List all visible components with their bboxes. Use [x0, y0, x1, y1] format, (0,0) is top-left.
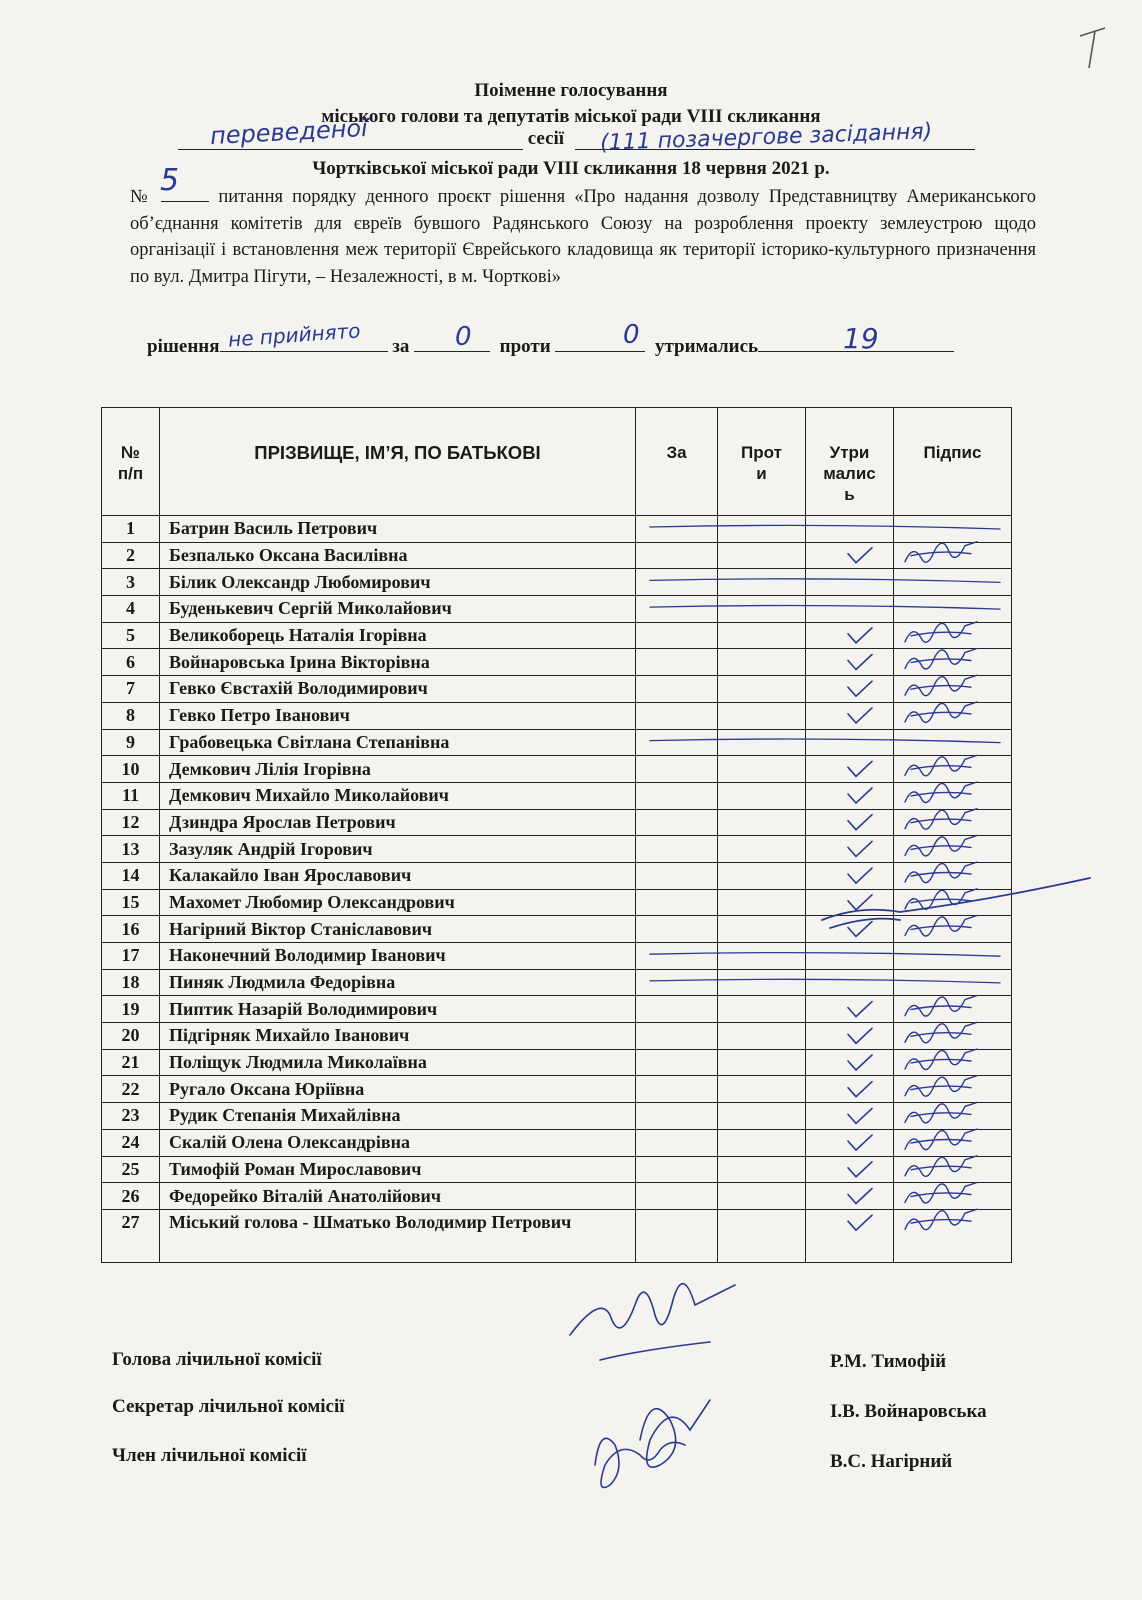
- row-number: 14: [102, 862, 160, 889]
- row-for-cell: [636, 1049, 718, 1076]
- table-row: [102, 596, 1012, 623]
- row-abstained-cell: [806, 1209, 894, 1262]
- table-row: [102, 1183, 1012, 1210]
- table-row: [102, 729, 1012, 756]
- row-number: 22: [102, 1076, 160, 1103]
- row-abstained-cell: [806, 862, 894, 889]
- row-for-cell: [636, 1156, 718, 1183]
- row-signature-cell: [894, 862, 1012, 889]
- row-abstained-cell: [806, 729, 894, 756]
- row-abstained-cell: [806, 1183, 894, 1210]
- row-against-cell: [718, 1129, 806, 1156]
- session-label: сесії: [527, 128, 565, 149]
- row-number: 12: [102, 809, 160, 836]
- table-row: [102, 1076, 1012, 1103]
- row-name: Буденькевич Сергій Миколайович: [160, 596, 636, 623]
- row-for-cell: [636, 809, 718, 836]
- row-for-cell: [636, 1183, 718, 1210]
- row-for-cell: [636, 1023, 718, 1050]
- table-row: [102, 1103, 1012, 1130]
- row-number: 17: [102, 943, 160, 970]
- row-signature-cell: [894, 809, 1012, 836]
- row-name: Безпалько Оксана Василівна: [160, 542, 636, 569]
- table-row: [102, 1209, 1012, 1262]
- row-signature-cell: [894, 1023, 1012, 1050]
- col-header-against: Прот и: [718, 408, 806, 516]
- row-name: Войнаровська Ірина Вікторівна: [160, 649, 636, 676]
- row-for-cell: [636, 756, 718, 783]
- row-for-cell: [636, 889, 718, 916]
- row-against-cell: [718, 729, 806, 756]
- row-signature-cell: [894, 1156, 1012, 1183]
- row-abstained-cell: [806, 1023, 894, 1050]
- question-text: питання порядку денного проєкт рішення «Про надання дозволу Представництву Американського об’єднання комітетів для євреїв бувшого Радянського Союзу на розроблення проекту землеустрою щодо організації і встановлення меж території Єврейського кладовища як території історико-культурного призначення по вул. Дмитра Пігути, – Незалежності, в м. Чорткові»: [130, 187, 1037, 287]
- row-name: Ругало Оксана Юріївна: [160, 1076, 636, 1103]
- row-number: 2: [102, 542, 160, 569]
- row-for-cell: [636, 676, 718, 703]
- row-number: 25: [102, 1156, 160, 1183]
- question-number-label: №: [130, 187, 153, 207]
- table-row: [102, 1049, 1012, 1076]
- table-row: [102, 516, 1012, 543]
- row-abstained-cell: [806, 756, 894, 783]
- row-name: Пиняк Людмила Федорівна: [160, 969, 636, 996]
- row-number: 18: [102, 969, 160, 996]
- row-name: Гевко Петро Іванович: [160, 702, 636, 729]
- row-name: Пиптик Назарій Володимирович: [160, 996, 636, 1023]
- row-against-cell: [718, 569, 806, 596]
- row-for-cell: [636, 702, 718, 729]
- col-header-num: № п/п: [102, 408, 160, 516]
- row-number: 26: [102, 1183, 160, 1210]
- row-abstained-cell: [806, 969, 894, 996]
- table-row: [102, 782, 1012, 809]
- row-number: 3: [102, 569, 160, 596]
- row-name: Грабовецька Світлана Степанівна: [160, 729, 636, 756]
- row-abstained-cell: [806, 676, 894, 703]
- row-against-cell: [718, 1076, 806, 1103]
- row-signature-cell: [894, 969, 1012, 996]
- footer-name-secretary: І.В. Войнаровська: [830, 1401, 987, 1422]
- corner-pencil-mark: [1075, 22, 1115, 72]
- table-row: [102, 1156, 1012, 1183]
- row-abstained-cell: [806, 889, 894, 916]
- row-against-cell: [718, 1183, 806, 1210]
- row-for-cell: [636, 542, 718, 569]
- row-abstained-cell: [806, 943, 894, 970]
- row-against-cell: [718, 542, 806, 569]
- row-against-cell: [718, 676, 806, 703]
- row-signature-cell: [894, 729, 1012, 756]
- row-against-cell: [718, 596, 806, 623]
- row-signature-cell: [894, 1183, 1012, 1210]
- table-row: [102, 916, 1012, 943]
- table-row: [102, 889, 1012, 916]
- row-signature-cell: [894, 569, 1012, 596]
- footer-role-member: Член лічильної комісії: [112, 1445, 307, 1466]
- table-row: [102, 1129, 1012, 1156]
- row-for-cell: [636, 1209, 718, 1262]
- row-number: 6: [102, 649, 160, 676]
- row-for-cell: [636, 569, 718, 596]
- row-name: Білик Олександр Любомирович: [160, 569, 636, 596]
- row-signature-cell: [894, 622, 1012, 649]
- row-against-cell: [718, 809, 806, 836]
- row-against-cell: [718, 649, 806, 676]
- row-signature-cell: [894, 649, 1012, 676]
- title-line-3: Чортківської міської ради VIII скликання 18 червня 2021 р.: [312, 158, 830, 179]
- row-signature-cell: [894, 676, 1012, 703]
- footer-role-secretary: Секретар лічильної комісії: [112, 1396, 345, 1417]
- row-number: 7: [102, 676, 160, 703]
- row-against-cell: [718, 1023, 806, 1050]
- row-number: 19: [102, 996, 160, 1023]
- row-signature-cell: [894, 1209, 1012, 1262]
- row-against-cell: [718, 996, 806, 1023]
- row-for-cell: [636, 916, 718, 943]
- row-number: 20: [102, 1023, 160, 1050]
- row-number: 1: [102, 516, 160, 543]
- col-header-name: ПРІЗВИЩЕ, ІМ’Я, ПО БАТЬКОВІ: [160, 408, 636, 516]
- chair-signature-icon: [570, 1284, 735, 1360]
- against-value-handwritten: 0: [623, 320, 640, 350]
- row-against-cell: [718, 1209, 806, 1262]
- table-row: [102, 756, 1012, 783]
- row-name: Зазуляк Андрій Ігорович: [160, 836, 636, 863]
- row-against-cell: [718, 969, 806, 996]
- row-signature-cell: [894, 1076, 1012, 1103]
- row-against-cell: [718, 622, 806, 649]
- table-row: [102, 622, 1012, 649]
- table-row: [102, 836, 1012, 863]
- table-row: [102, 943, 1012, 970]
- row-against-cell: [718, 889, 806, 916]
- row-abstained-cell: [806, 1103, 894, 1130]
- row-name: Підгірняк Михайло Іванович: [160, 1023, 636, 1050]
- row-signature-cell: [894, 916, 1012, 943]
- row-abstained-cell: [806, 1156, 894, 1183]
- table-body: [102, 516, 1012, 1263]
- row-name: Демкович Михайло Миколайович: [160, 782, 636, 809]
- footer-role-chair: Голова лічильної комісії: [112, 1349, 322, 1370]
- row-number: 23: [102, 1103, 160, 1130]
- table-header-row: [102, 408, 1012, 516]
- row-signature-cell: [894, 889, 1012, 916]
- row-name: Скалій Олена Олександрівна: [160, 1129, 636, 1156]
- row-abstained-cell: [806, 622, 894, 649]
- row-abstained-cell: [806, 836, 894, 863]
- row-against-cell: [718, 1103, 806, 1130]
- footer-name-member: В.С. Нагірний: [830, 1451, 953, 1472]
- row-signature-cell: [894, 702, 1012, 729]
- row-for-cell: [636, 862, 718, 889]
- row-number: 8: [102, 702, 160, 729]
- col-header-for: За: [636, 408, 718, 516]
- row-for-cell: [636, 996, 718, 1023]
- table-row: [102, 702, 1012, 729]
- abstained-value-handwritten: 19: [843, 322, 879, 355]
- row-against-cell: [718, 836, 806, 863]
- row-name: Рудик Степанія Михайлівна: [160, 1103, 636, 1130]
- table-row: [102, 1023, 1012, 1050]
- table-row: [102, 996, 1012, 1023]
- row-number: 21: [102, 1049, 160, 1076]
- row-signature-cell: [894, 516, 1012, 543]
- row-for-cell: [636, 782, 718, 809]
- title-line-1: Поіменне голосування: [474, 80, 668, 101]
- question-number-handwritten: 5: [160, 163, 180, 198]
- row-against-cell: [718, 862, 806, 889]
- session-type-handwritten: переведеної: [209, 113, 369, 151]
- row-abstained-cell: [806, 569, 894, 596]
- row-number: 24: [102, 1129, 160, 1156]
- footer-name-chair: Р.М. Тимофій: [830, 1351, 947, 1372]
- session-desc-handwritten: (111 позачергове засідання): [599, 119, 933, 156]
- member-signature-icon: [595, 1438, 685, 1487]
- col-header-signature: Підпис: [894, 408, 1012, 516]
- row-against-cell: [718, 943, 806, 970]
- for-blank: [414, 333, 490, 352]
- table-row: [102, 649, 1012, 676]
- row-number: 5: [102, 622, 160, 649]
- row-name: Калакайло Іван Ярославович: [160, 862, 636, 889]
- row-for-cell: [636, 1103, 718, 1130]
- row-for-cell: [636, 969, 718, 996]
- row-abstained-cell: [806, 996, 894, 1023]
- row-abstained-cell: [806, 596, 894, 623]
- row-for-cell: [636, 836, 718, 863]
- row-for-cell: [636, 516, 718, 543]
- row-signature-cell: [894, 1129, 1012, 1156]
- row-for-cell: [636, 1076, 718, 1103]
- row-for-cell: [636, 596, 718, 623]
- row-signature-cell: [894, 542, 1012, 569]
- row-name: Нагірний Віктор Станіславович: [160, 916, 636, 943]
- row-against-cell: [718, 516, 806, 543]
- abstained-label: утримались: [654, 336, 759, 357]
- row-abstained-cell: [806, 916, 894, 943]
- row-signature-cell: [894, 782, 1012, 809]
- col-header-abstained: Утри малис ь: [806, 408, 894, 516]
- row-abstained-cell: [806, 649, 894, 676]
- row-for-cell: [636, 729, 718, 756]
- row-signature-cell: [894, 756, 1012, 783]
- row-abstained-cell: [806, 702, 894, 729]
- row-name: Міський голова - Шматько Володимир Петрович: [160, 1209, 636, 1262]
- row-number: 27: [102, 1209, 160, 1262]
- for-value-handwritten: 0: [455, 322, 472, 352]
- row-abstained-cell: [806, 1076, 894, 1103]
- row-number: 11: [102, 782, 160, 809]
- row-abstained-cell: [806, 782, 894, 809]
- row-signature-cell: [894, 996, 1012, 1023]
- row-number: 13: [102, 836, 160, 863]
- row-abstained-cell: [806, 1049, 894, 1076]
- votes-table: [101, 407, 1012, 1263]
- title-line-2: міського голови та депутатів міської ради VIII скликання: [321, 106, 821, 127]
- row-against-cell: [718, 916, 806, 943]
- row-against-cell: [718, 702, 806, 729]
- table-row: [102, 569, 1012, 596]
- table-row: [102, 969, 1012, 996]
- row-abstained-cell: [806, 809, 894, 836]
- decision-result-handwritten: не прийнято: [227, 318, 362, 352]
- row-name: Гевко Євстахій Володимирович: [160, 676, 636, 703]
- row-name: Великоборець Наталія Ігорівна: [160, 622, 636, 649]
- row-for-cell: [636, 943, 718, 970]
- decision-label: рішення: [147, 336, 220, 357]
- row-against-cell: [718, 756, 806, 783]
- row-abstained-cell: [806, 1129, 894, 1156]
- row-against-cell: [718, 782, 806, 809]
- row-number: 9: [102, 729, 160, 756]
- row-signature-cell: [894, 1103, 1012, 1130]
- row-number: 15: [102, 889, 160, 916]
- row-signature-cell: [894, 596, 1012, 623]
- row-abstained-cell: [806, 516, 894, 543]
- row-name: Наконечний Володимир Іванович: [160, 943, 636, 970]
- row-number: 4: [102, 596, 160, 623]
- row-against-cell: [718, 1049, 806, 1076]
- table-row: [102, 676, 1012, 703]
- row-abstained-cell: [806, 542, 894, 569]
- table-row: [102, 542, 1012, 569]
- row-name: Федорейко Віталій Анатолійович: [160, 1183, 636, 1210]
- table-row: [102, 809, 1012, 836]
- row-name: Поліщук Людмила Миколаївна: [160, 1049, 636, 1076]
- row-signature-cell: [894, 1049, 1012, 1076]
- row-name: Тимофій Роман Мирославович: [160, 1156, 636, 1183]
- row-number: 16: [102, 916, 160, 943]
- row-name: Махомет Любомир Олександрович: [160, 889, 636, 916]
- row-for-cell: [636, 649, 718, 676]
- row-for-cell: [636, 622, 718, 649]
- row-name: Демкович Лілія Ігорівна: [160, 756, 636, 783]
- row-name: Батрин Василь Петрович: [160, 516, 636, 543]
- secretary-signature-icon: [640, 1400, 710, 1467]
- table-row: [102, 862, 1012, 889]
- against-label: проти: [499, 336, 551, 357]
- row-number: 10: [102, 756, 160, 783]
- row-signature-cell: [894, 836, 1012, 863]
- for-label: за: [392, 336, 410, 357]
- row-against-cell: [718, 1156, 806, 1183]
- row-for-cell: [636, 1129, 718, 1156]
- row-name: Дзиндра Ярослав Петрович: [160, 809, 636, 836]
- row-signature-cell: [894, 943, 1012, 970]
- question-text-block: [130, 183, 1036, 290]
